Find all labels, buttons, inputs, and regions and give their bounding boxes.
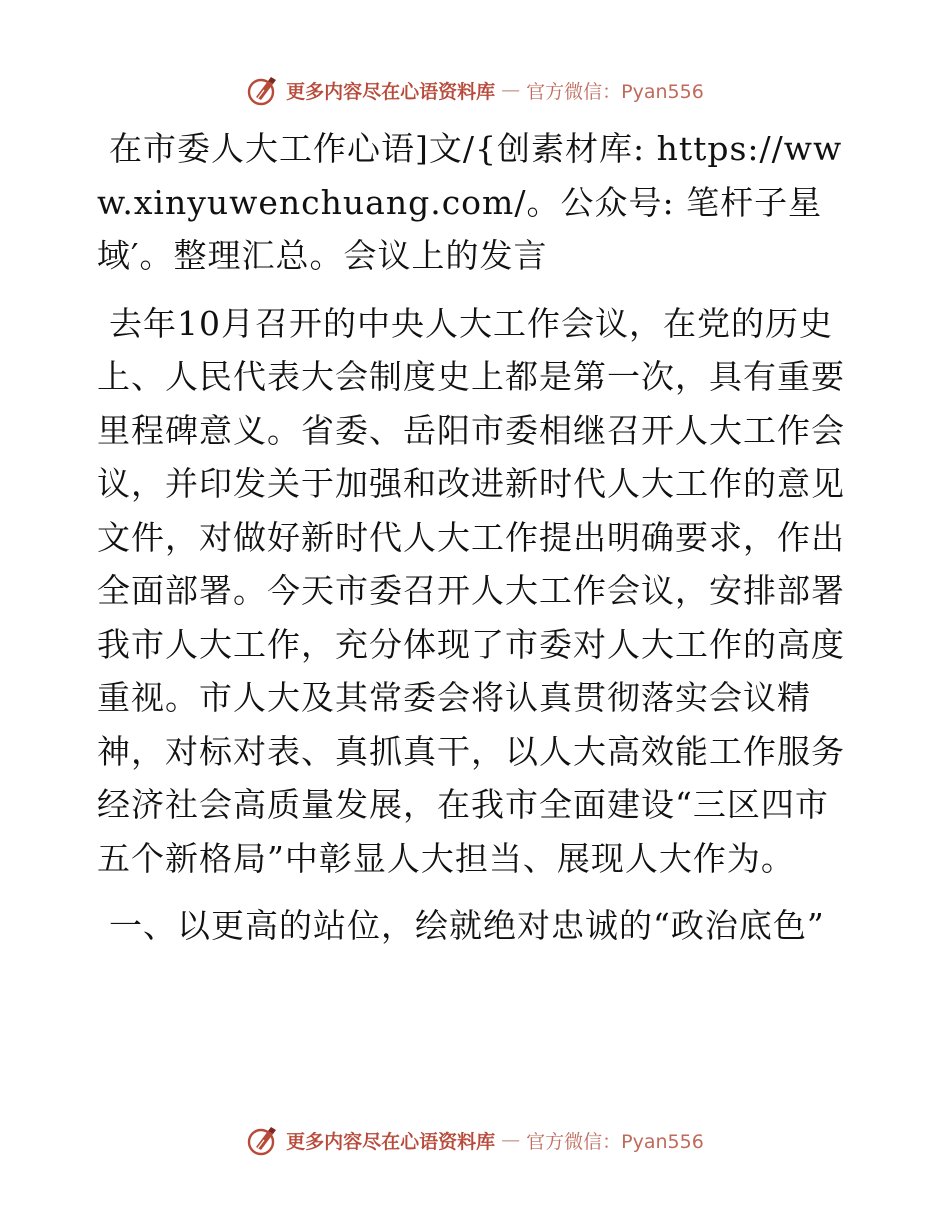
footer-banner	[0, 1120, 950, 1160]
fountain-pen-logo-icon	[246, 73, 280, 107]
banner-title: 更多内容尽在心语资料库	[286, 80, 496, 103]
banner-title: 更多内容尽在心语资料库	[286, 1130, 496, 1153]
header-banner	[0, 70, 950, 110]
banner-separator: —	[501, 1129, 521, 1151]
banner-contact: 官方微信：Pyan556	[526, 1130, 704, 1153]
document-title-paragraph: 在市委人大工作心语]文/{创素材库: https://www.xinyuwenchuang.com/。公众号: 笔杆子星域′。整理汇总。会议上的发言	[97, 129, 843, 275]
fountain-pen-logo-icon	[246, 1123, 280, 1157]
banner-contact: 官方微信：Pyan556	[526, 80, 704, 103]
body-paragraph: 去年10月召开的中央人大工作会议，在党的历史上、人民代表大会制度史上都是第一次，具有重要里程碑意义。省委、岳阳市委相继召开人大工作会议，并印发关于加强和改进新时代人大工作的意见文件，对做好新时代人大工作提出明确要求，作出全面部署。今天市委召开人大工作会议，安排部署我市人大工作，充分体现了市委对人大工作的高度重视。市人大及其常委会将认真贯彻落实会议精神，对标对表、真抓真干，以人大高效能工作服务经济社会高质量发展，在我市全面建设“三区四市五个新格局”中彰显人大担当、展现人大作为。	[97, 303, 845, 878]
document-body	[97, 122, 857, 967]
section-heading: 一、以更高的站位，绘就绝对忠诚的“政治底色”	[109, 906, 825, 945]
banner-separator: —	[501, 79, 521, 101]
